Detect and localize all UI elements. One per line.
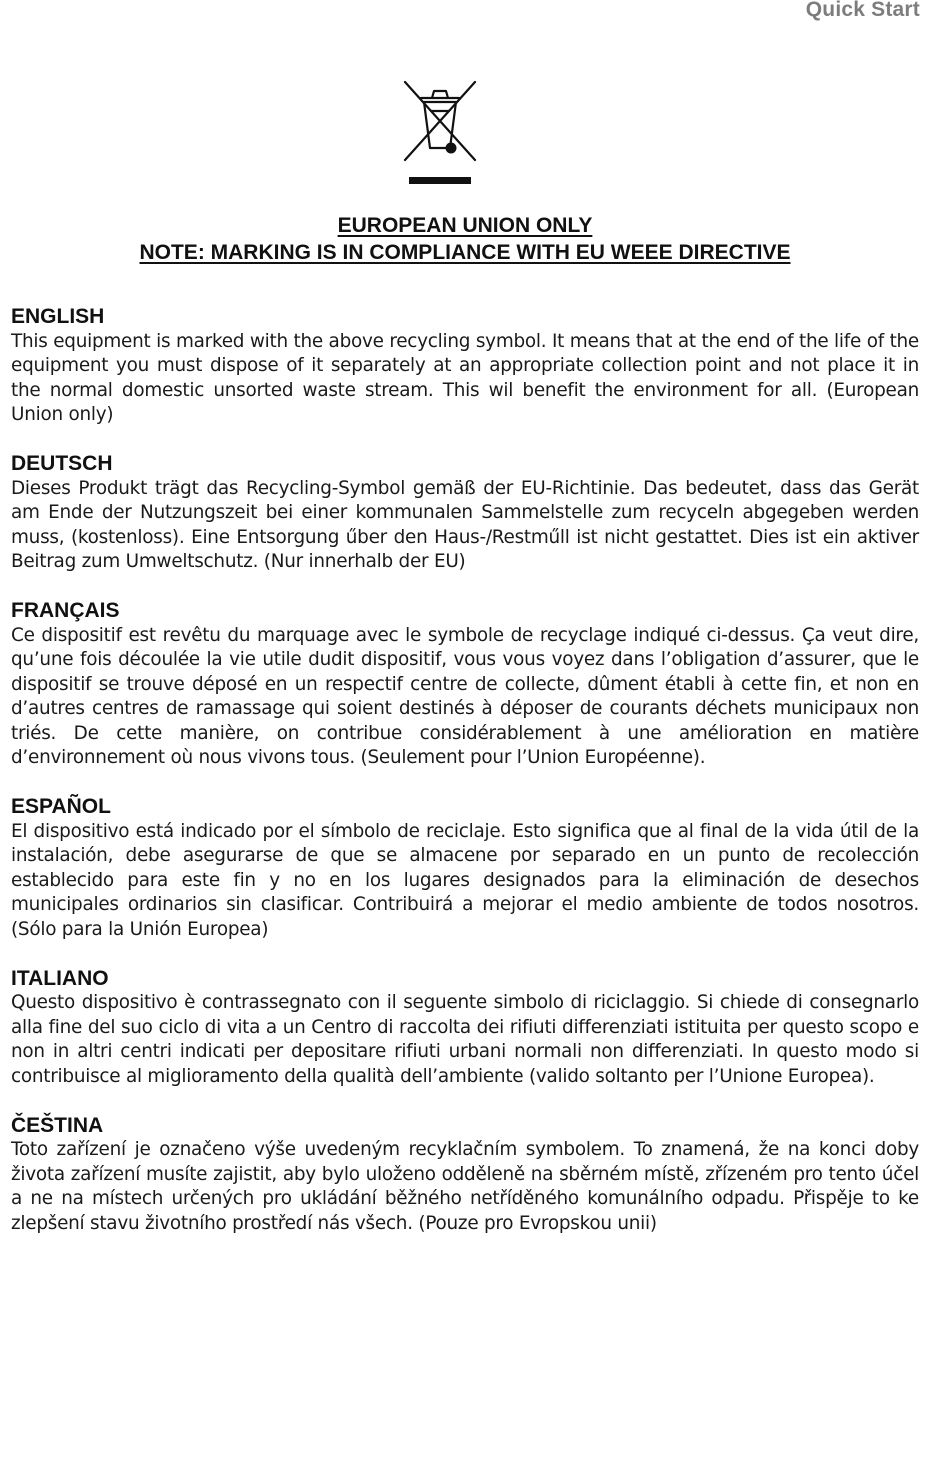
section-body: This equipment is marked with the above recycling symbol. It means that at the end of the life of the equipment you must dispose of it separately at an appropriate collection point and not place it in the normal domestic unsorted waste stream. This wil benefit the environment for all. (European Union only) xyxy=(11,330,919,425)
section-heading: DEUTSCH xyxy=(11,452,113,475)
section-espanol xyxy=(11,795,919,942)
notice-title: EUROPEAN UNION ONLY xyxy=(337,214,593,237)
section-heading: FRANÇAIS xyxy=(11,599,120,622)
section-francais xyxy=(11,599,919,771)
eu-notice xyxy=(0,212,930,266)
section-body: Questo dispositivo è contrassegnato con il seguente simbolo di riciclaggio. Si chiede di consegnarlo alla fine del suo ciclo di vita a un Centro di raccolta dei rifiuti differenziati istituita per questo scopo e non in altri centri indicati per depositare rifiuti urbani normali non differenziati. In questo modo si contribuisce al miglioramento della qualità dell’ambiente (valido soltanto per l’Unione Europea). xyxy=(11,992,919,1087)
section-body: El dispositivo está indicado por el símbolo de reciclaje. Esto significa que al final de la vida útil de la instalación, debe asegurarse de que se almacene por separado en un punto de recolección establecido para este fin y no en los lugares designados para la eliminación de desechos municipales ordinarios sin clasificar. Contribuirá a mejorar el medio ambiente de todos nosotros. (Sólo para la Unión Europea) xyxy=(11,820,919,940)
section-heading: ENGLISH xyxy=(11,305,105,328)
section-italiano xyxy=(11,967,919,1090)
section-heading: ITALIANO xyxy=(11,966,109,990)
section-body: Ce dispositif est revêtu du marquage avec le symbole de recyclage indiqué ci-dessus. Ça veut dire, qu’une fois découlée la vie utile dudit dispositif, vous vous voyez dans l’obligation d’assurer, que le dispositif se trouve déposé en un respectif centre de collecte, dûment établi à cette fin, et non en d’autres centres de ramassage qui soient destinés à déposer de courants déchets municipaux non triés. De cette manière, on contribue considérablement à une amélioration en matière d’environnement où nous vivons tous. (Seulement pour l’Union Européenne). xyxy=(11,624,919,768)
crossed-out-wheelie-bin-icon xyxy=(401,78,479,188)
section-deutsch xyxy=(11,452,919,575)
header-label: Quick Start xyxy=(805,0,920,21)
section-cestina xyxy=(11,1114,919,1237)
section-heading: ESPAÑOL xyxy=(11,795,111,818)
section-heading: ČEŠTINA xyxy=(11,1113,104,1137)
section-body: Toto zařízení je označeno výše uvedeným recyklačním symbolem. To znamená, že na konci doby života zařízení musíte zajistit, aby bylo uloženo odděleně na sběrném místě, zřízeném pro tento účel a ne na místech určených pro ukládání běžného netříděného komunálního odpadu. Přispěje to ke zlepšení stavu životního prostředí nás všech. (Pouze pro Evropskou unii) xyxy=(11,1139,919,1234)
language-sections xyxy=(11,305,919,1261)
notice-subtitle: NOTE: MARKING IS IN COMPLIANCE WITH EU WEEE DIRECTIVE xyxy=(139,241,791,264)
section-english xyxy=(11,305,919,428)
section-body: Dieses Produkt trägt das Recycling-Symbol gemäß der EU-Richtinie. Das bedeutet, dass das Gerät am Ende der Nutzungszeit bei einer kommunalen Sammelstelle zum recyceln abgegeben werden muss, (kostenloss). Eine Entsorgung űber den Haus-/Restműll ist nicht gestattet. Dies ist ein aktiver Beitrag zum Umweltschutz. (Nur innerhalb der EU) xyxy=(11,477,919,572)
